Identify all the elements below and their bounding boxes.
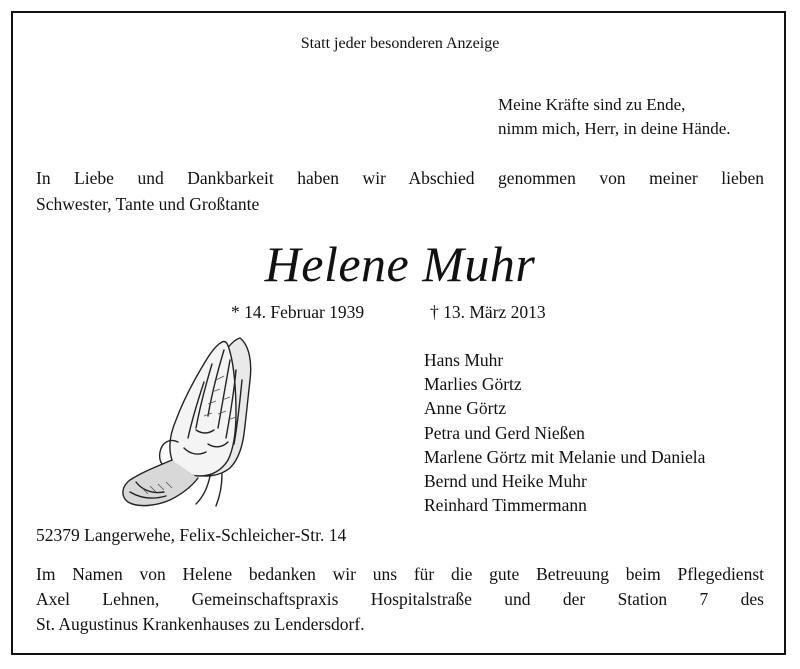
thanks-line: Im Namen von Helene bedanken wir uns für die gute Betreuung beim Pflegedienst xyxy=(36,564,764,584)
family-member: Reinhard Timmermann xyxy=(424,495,587,516)
deceased-name: Helene Muhr xyxy=(264,236,536,292)
thanks-line: Axel Lehnen, Gemeinschaftspraxis Hospitalstraße und der Station 7 des xyxy=(36,589,764,609)
death-date: † 13. März 2013 xyxy=(430,302,546,322)
verse xyxy=(498,93,731,141)
family-member: Anne Görtz xyxy=(424,398,507,419)
family-member: Marlene Görtz mit Melanie und Daniela xyxy=(424,446,706,467)
thanks-line: St. Augustinus Krankenhauses zu Lendersdorf. xyxy=(36,614,365,634)
praying-hands-icon xyxy=(112,330,272,510)
intro-text xyxy=(36,165,764,217)
intro-line: In Liebe und Dankbarkeit haben wir Abschied genommen von meiner lieben xyxy=(36,168,764,188)
family-member: Marlies Görtz xyxy=(424,374,522,395)
intro-line: Schwester, Tante und Großtante xyxy=(36,194,260,214)
verse-line: Meine Kräfte sind zu Ende, xyxy=(498,95,686,114)
address: 52379 Langerwehe, Felix-Schleicher-Str. 14 xyxy=(36,525,347,545)
family-list xyxy=(424,348,705,517)
family-member: Hans Muhr xyxy=(424,350,504,370)
family-member: Bernd und Heike Muhr xyxy=(424,471,587,492)
notice-header: Statt jeder besonderen Anzeige xyxy=(300,35,500,52)
birth-date: * 14. Februar 1939 xyxy=(231,302,365,322)
family-member: Petra und Gerd Nießen xyxy=(424,422,585,443)
verse-line: nimm mich, Herr, in deine Hände. xyxy=(498,119,731,138)
thanks-text xyxy=(36,562,764,637)
